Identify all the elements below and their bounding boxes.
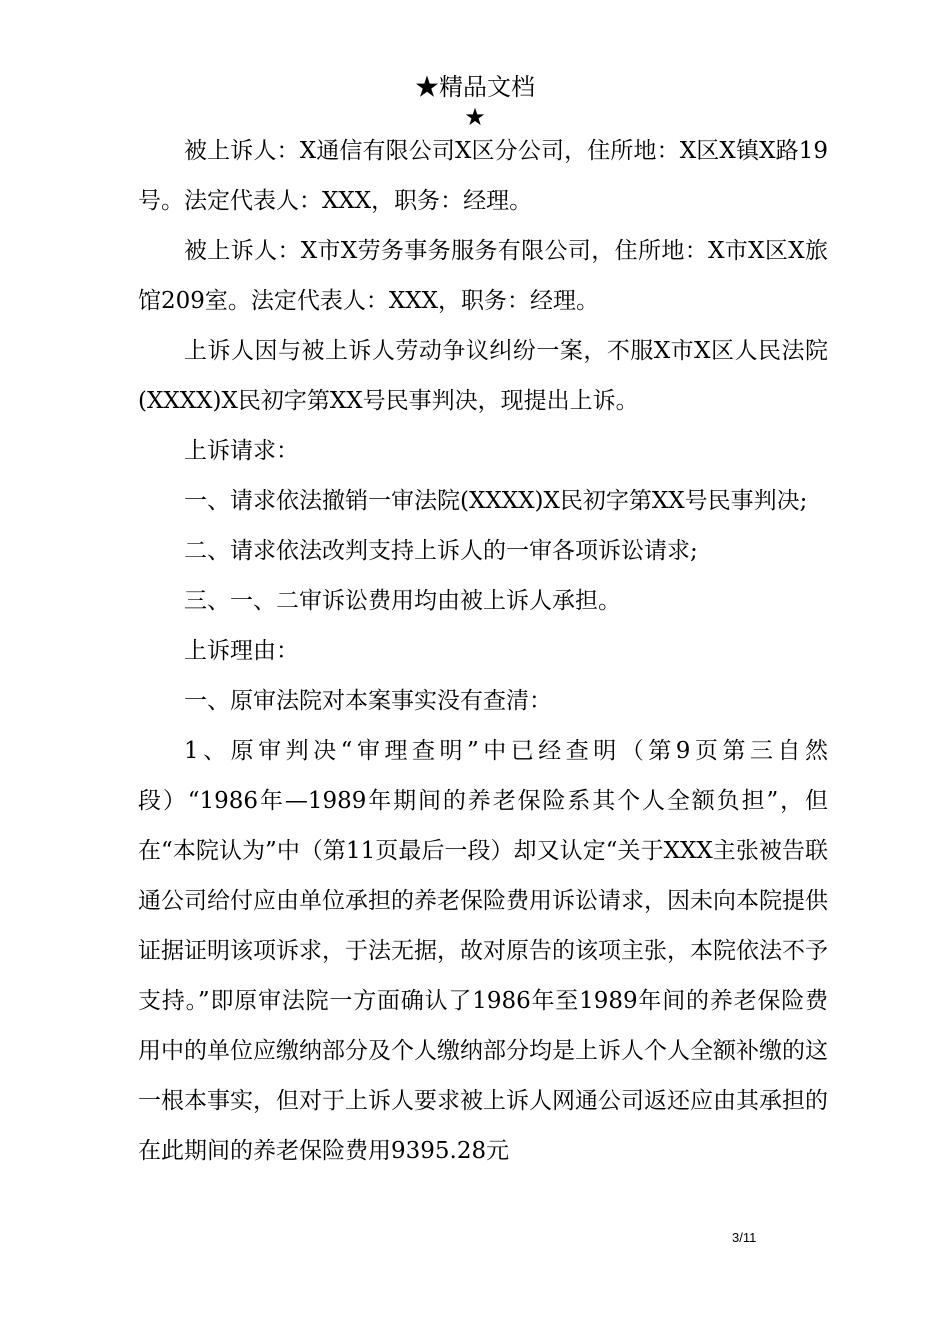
paragraph-appellee-2: 被上诉人：X市X劳务事务服务有限公司，住所地：X市X区X旅馆209室。法定代表人：XXX，职务：经理。 — [138, 238, 828, 314]
paragraph-appeal-statement: 上诉人因与被上诉人劳动争议纠纷一案，不服X市X区人民法院(XXXX)X民初字第XX号民事判决，现提出上诉。 — [138, 338, 828, 414]
heading-appeal-reasons: 上诉理由： — [184, 638, 299, 664]
request-item-1: 一、请求依法撤销一审法院(XXXX)X民初字第XX号民事判决; — [184, 488, 808, 514]
page-number: 3/11 — [732, 1230, 757, 1245]
document-header-title: ★精品文档 — [415, 73, 535, 101]
reason-paragraph-1: 1、原审判决“审理查明”中已经查明（第9页第三自然段）“1986年—1989年期间的养老保险系其个人全额负担”，但在“本院认为”中（第11页最后一段）却又认定“关于XXX主张被告联通公司给付应由单位承担的养老保险费用诉讼请求，因未向本院提供证据证明该项诉求，于法无据，故对原告的该项主张，本院依法不予支持。”即原审法院一方面确认了1986年至1989年间的养老保险费用中的单位应缴纳部分及个人缴纳部分均是上诉人个人全额补缴的这一根本事实，但对于上诉人要求被上诉人网通公司返还应由其承担的在此期间的养老保险费用9395.28元 — [138, 738, 828, 1164]
request-item-2: 二、请求依法改判支持上诉人的一审各项诉讼请求; — [184, 538, 698, 564]
star-icon: ★ — [464, 103, 486, 131]
heading-appeal-requests: 上诉请求： — [184, 438, 299, 464]
reason-heading-1: 一、原审法院对本案事实没有查清： — [184, 688, 552, 714]
document-body — [138, 126, 828, 1176]
request-item-3: 三、一、二审诉讼费用均由被上诉人承担。 — [184, 588, 621, 614]
paragraph-appellee-1: 被上诉人：X通信有限公司X区分公司，住所地：X区X镇X路19号。法定代表人：XXX，职务：经理。 — [138, 138, 828, 214]
